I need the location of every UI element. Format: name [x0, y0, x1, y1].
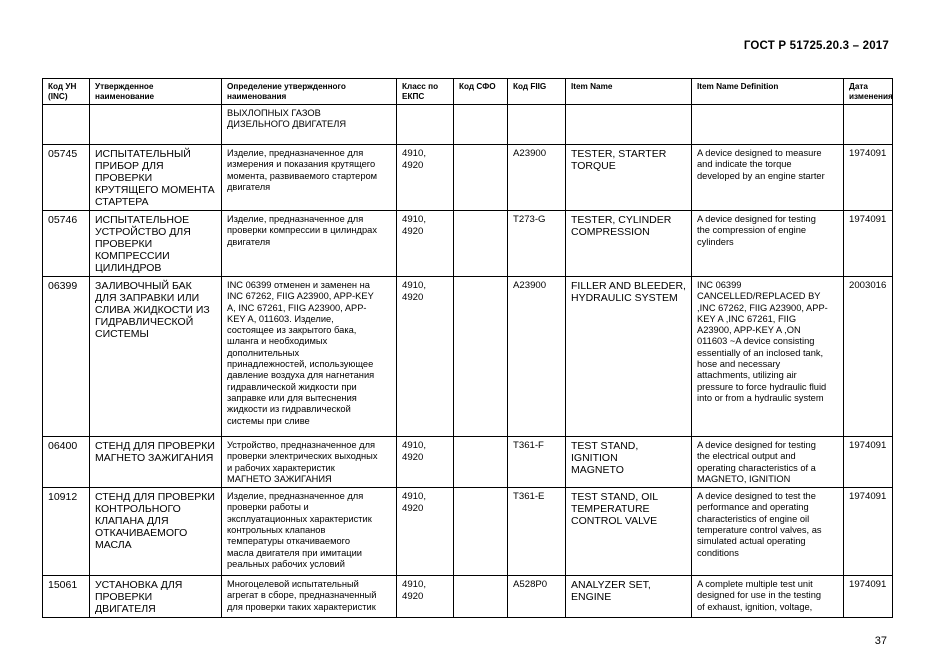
cell-item-name: TESTER, STARTER TORQUE — [566, 145, 692, 211]
cell-approved-name — [90, 105, 222, 145]
cell-item-name-definition: A complete multiple test unit designed for use in the testing of exhaust, ignition, voltage, — [692, 576, 844, 618]
table-row — [43, 277, 893, 437]
cell-item-name-definition: A device designed to test the performance and operating characteristics of engine oil temperature control valves, as simulated actual operating conditions — [692, 488, 844, 576]
table-header-row — [43, 79, 893, 105]
cell-approved-name: ИСПЫТАТЕЛЬНОЕ УСТРОЙСТВО ДЛЯ ПРОВЕРКИ КОМПРЕССИИ ЦИЛИНДРОВ — [90, 211, 222, 277]
cell-sfo-code — [454, 576, 508, 618]
cell-item-name: ANALYZER SET, ENGINE — [566, 576, 692, 618]
cell-ekps-class: 4910, 4920 — [397, 211, 454, 277]
cell-definition: ВЫХЛОПНЫХ ГАЗОВ ДИЗЕЛЬНОГО ДВИГАТЕЛЯ — [222, 105, 397, 145]
cell-fiig-code: A23900 — [508, 277, 566, 437]
col-header-ekps-class: Класс по ЕКПС — [397, 79, 454, 105]
cell-approved-name: СТЕНД ДЛЯ ПРОВЕРКИ КОНТРОЛЬНОГО КЛАПАНА ДЛЯ ОТКАЧИВАЕМОГО МАСЛА — [90, 488, 222, 576]
table-row — [43, 105, 893, 145]
col-header-change-date: Дата изменения — [844, 79, 893, 105]
cell-inc: 10912 — [43, 488, 90, 576]
col-header-approved-name: Утвержденное наименование — [90, 79, 222, 105]
col-header-item-name: Item Name — [566, 79, 692, 105]
cell-fiig-code — [508, 105, 566, 145]
col-header-item-name-definition: Item Name Definition — [692, 79, 844, 105]
cell-item-name: TEST STAND, IGNITION MAGNETO — [566, 437, 692, 488]
cell-sfo-code — [454, 488, 508, 576]
cell-fiig-code: A528P0 — [508, 576, 566, 618]
cell-approved-name: ИСПЫТАТЕЛЬНЫЙ ПРИБОР ДЛЯ ПРОВЕРКИ КРУТЯЩЕГО МОМЕНТА СТАРТЕРА — [90, 145, 222, 211]
cell-item-name-definition: A device designed to measure and indicate the torque developed by an engine starter — [692, 145, 844, 211]
cell-change-date — [844, 105, 893, 145]
cell-sfo-code — [454, 437, 508, 488]
cell-sfo-code — [454, 105, 508, 145]
col-header-definition: Определение утвержденного наименования — [222, 79, 397, 105]
col-header-inc: Код УН (INC) — [43, 79, 90, 105]
cell-ekps-class: 4910, 4920 — [397, 488, 454, 576]
cell-change-date: 1974091 — [844, 488, 893, 576]
table-row — [43, 437, 893, 488]
cell-definition: Изделие, предназначенное для измерения и показания крутящего момента, развиваемого стартером двигателя — [222, 145, 397, 211]
cell-item-name-definition — [692, 105, 844, 145]
cell-definition: Устройство, предназначенное для проверки электрических выходных и рабочих характеристик МАГНЕТО ЗАЖИГАНИЯ — [222, 437, 397, 488]
cell-fiig-code: A23900 — [508, 145, 566, 211]
cell-inc — [43, 105, 90, 145]
cell-approved-name: УСТАНОВКА ДЛЯ ПРОВЕРКИ ДВИГАТЕЛЯ — [90, 576, 222, 618]
cell-approved-name: СТЕНД ДЛЯ ПРОВЕРКИ МАГНЕТО ЗАЖИГАНИЯ — [90, 437, 222, 488]
cell-fiig-code: T361-E — [508, 488, 566, 576]
cell-item-name-definition: INC 06399 CANCELLED/REPLACED BY ,INC 67262, FIIG A23900, APP- KEY A ,INC 67261, FIIG A23900, APP-KEY A ,ON 011603 ~A device consisting essentially of an inclosed tank, hose and necessary attachments, utilizing air pressure to force hydraulic fluid into or from a hydraulic system — [692, 277, 844, 437]
catalog-table — [42, 78, 893, 618]
cell-item-name — [566, 105, 692, 145]
cell-definition: Изделие, предназначенное для проверки компрессии в цилиндрах двигателя — [222, 211, 397, 277]
cell-item-name-definition: A device designed for testing the electrical output and operating characteristics of a MAGNETO, IGNITION — [692, 437, 844, 488]
cell-item-name: TEST STAND, OIL TEMPERATURE CONTROL VALVE — [566, 488, 692, 576]
cell-definition: Многоцелевой испытательный агрегат в сборе, предназначенный для проверки таких характеристик — [222, 576, 397, 618]
cell-item-name: TESTER, CYLINDER COMPRESSION — [566, 211, 692, 277]
col-header-fiig-code: Код FIIG — [508, 79, 566, 105]
cell-ekps-class — [397, 105, 454, 145]
table-row — [43, 576, 893, 618]
cell-inc: 06400 — [43, 437, 90, 488]
table-row — [43, 488, 893, 576]
cell-ekps-class: 4910, 4920 — [397, 437, 454, 488]
cell-ekps-class: 4910, 4920 — [397, 145, 454, 211]
cell-change-date: 2003016 — [844, 277, 893, 437]
col-header-sfo-code: Код СФО — [454, 79, 508, 105]
cell-ekps-class: 4910, 4920 — [397, 277, 454, 437]
cell-definition: Изделие, предназначенное для проверки работы и эксплуатационных характеристик контрольных клапанов температуры откачиваемого масла двигателя при имитации реальных рабочих условий — [222, 488, 397, 576]
cell-definition: INC 06399 отменен и заменен на INC 67262, FIIG A23900, APP-KEY A, INC 67261, FIIG A23900, APP- KEY A, 011603. Изделие, состоящее из закрытого бака, шланга и необходимых дополнительных принадлежностей, использующее давление воздуха для нагнетания гидравлической жидкости при заправке или для вытеснения жидкости из гидравлической системы при сливе — [222, 277, 397, 437]
cell-fiig-code: T361-F — [508, 437, 566, 488]
cell-fiig-code: T273-G — [508, 211, 566, 277]
cell-item-name: FILLER AND BLEEDER, HYDRAULIC SYSTEM — [566, 277, 692, 437]
cell-item-name-definition: A device designed for testing the compression of engine cylinders — [692, 211, 844, 277]
page-number: 37 — [874, 635, 887, 647]
document-code: ГОСТ Р 51725.20.3 – 2017 — [743, 40, 889, 52]
table-row — [43, 145, 893, 211]
cell-approved-name: ЗАЛИВОЧНЫЙ БАК ДЛЯ ЗАПРАВКИ ИЛИ СЛИВА ЖИДКОСТИ ИЗ ГИДРАВЛИЧЕСКОЙ СИСТЕМЫ — [90, 277, 222, 437]
cell-inc: 06399 — [43, 277, 90, 437]
cell-inc: 05746 — [43, 211, 90, 277]
cell-ekps-class: 4910, 4920 — [397, 576, 454, 618]
cell-change-date: 1974091 — [844, 145, 893, 211]
cell-sfo-code — [454, 277, 508, 437]
cell-change-date: 1974091 — [844, 437, 893, 488]
cell-sfo-code — [454, 211, 508, 277]
table-row — [43, 211, 893, 277]
cell-change-date: 1974091 — [844, 576, 893, 618]
cell-inc: 15061 — [43, 576, 90, 618]
cell-change-date: 1974091 — [844, 211, 893, 277]
cell-inc: 05745 — [43, 145, 90, 211]
cell-sfo-code — [454, 145, 508, 211]
